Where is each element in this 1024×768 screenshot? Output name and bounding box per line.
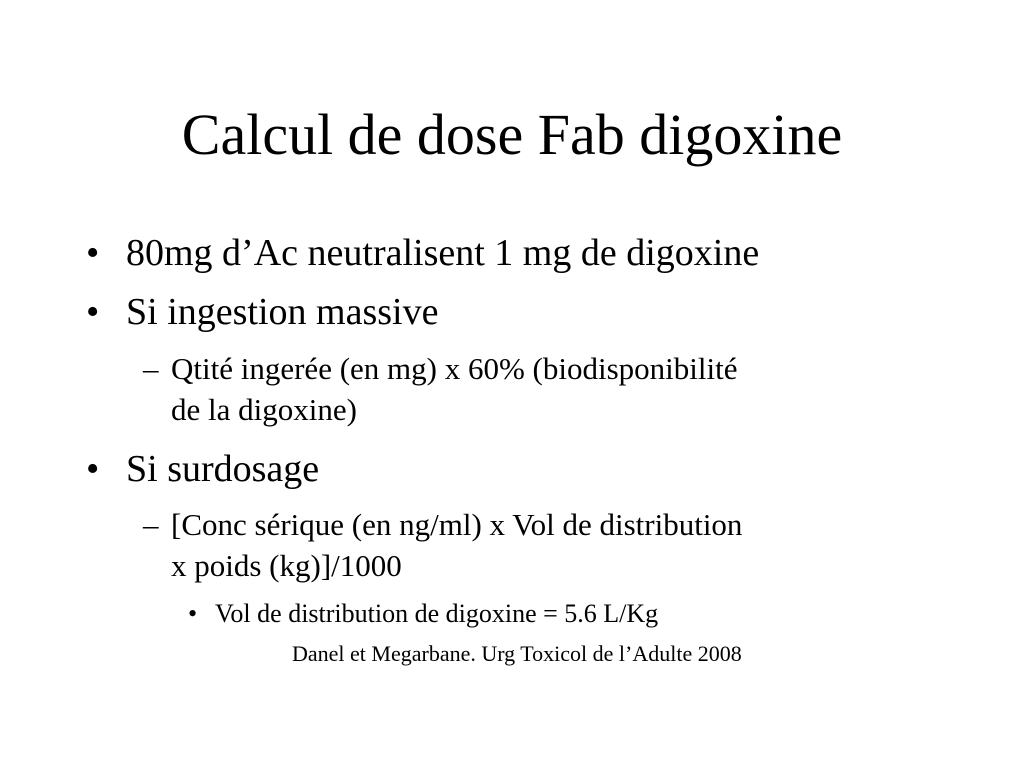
bullet-marker: • [86,232,100,274]
bullet-text-overdose: Si surdosage [126,448,320,490]
reference-citation: Danel et Megarbane. Urg Toxicol de l’Adulte 2008 [292,641,742,666]
bullet-marker: • [86,448,100,490]
bullet-marker: • [86,291,100,333]
subsubitem-distribution-volume: Vol de distribution de digoxine = 5.6 L/Kg [215,599,659,628]
dash-marker: – [143,351,159,386]
subitem-ingested-quantity-line1: Qtité ingerée (en mg) x 60% (biodisponibilité [171,351,738,386]
small-bullet-marker: • [188,599,198,628]
dash-marker: – [143,507,159,542]
subitem-ingested-quantity-line2: de la digoxine) [171,392,357,427]
bullet-text-antibody-ratio: 80mg d’Ac neutralisent 1 mg de digoxine [126,232,760,274]
bullet-text-massive-ingestion: Si ingestion massive [126,291,439,333]
slide-title: Calcul de dose Fab digoxine [181,102,843,167]
subitem-serum-concentration-line1: [Conc sérique (en ng/ml) x Vol de distribution [171,507,743,542]
subitem-serum-concentration-line2: x poids (kg)]/1000 [171,548,402,583]
